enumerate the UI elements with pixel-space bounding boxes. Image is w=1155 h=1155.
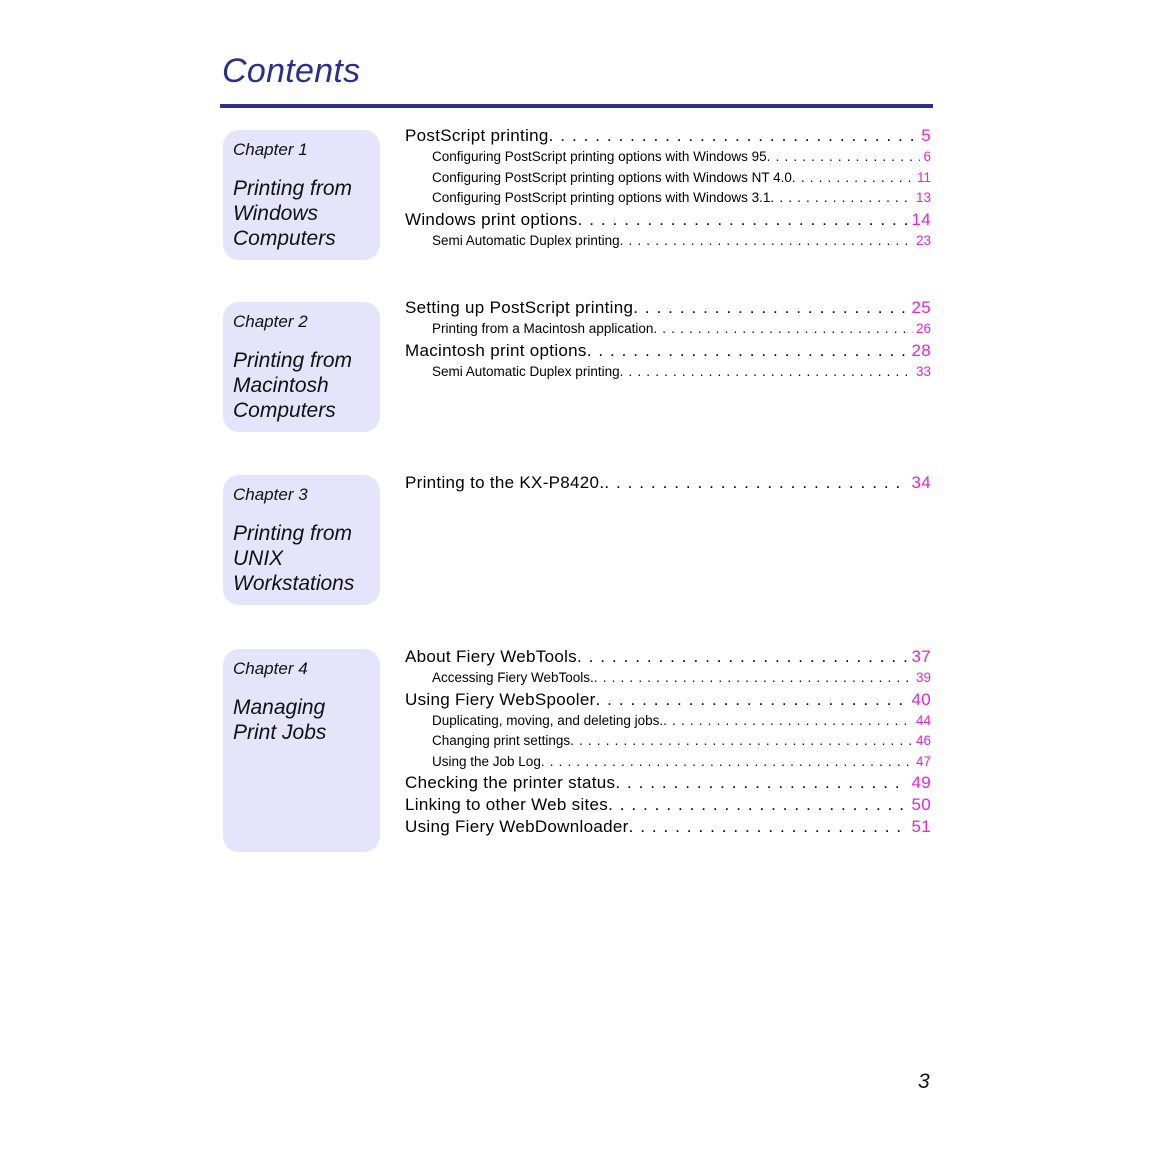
toc-entry[interactable]: [405, 794, 931, 816]
toc-page-number: 14: [911, 209, 931, 229]
toc-subentry[interactable]: [405, 362, 931, 383]
toc-page-number: 44: [915, 712, 931, 728]
toc-entry-title: Macintosh print options: [405, 340, 587, 360]
dot-leader: [767, 147, 921, 168]
toc-entry-title: Setting up PostScript printing: [405, 298, 634, 317]
toc-entry-title: Printing from a Macintosh application: [432, 321, 654, 336]
dot-leader: [587, 340, 909, 362]
chapter-4-title: [233, 695, 370, 745]
toc-page-number: 26: [915, 321, 931, 336]
toc-entry-title: Linking to other Web sites: [405, 795, 609, 814]
dot-leader: [578, 209, 909, 231]
toc-entry[interactable]: [405, 125, 931, 147]
dot-leader: [770, 188, 913, 209]
chapter-3-title: [233, 521, 370, 596]
chapter-4-toc: [405, 646, 931, 838]
chapter-1-title: [233, 176, 370, 251]
toc-entry-title: Changing print settings: [432, 733, 571, 748]
toc-subentry[interactable]: [405, 319, 931, 340]
chapter-2-box: [223, 302, 380, 432]
chapter-2-title-line: Printing from: [233, 349, 353, 372]
chapter-2-title-line: Computers: [233, 399, 336, 422]
toc-entry-title: About Fiery WebTools: [405, 647, 577, 666]
dot-leader: [663, 711, 913, 732]
chapter-1-toc: [405, 125, 931, 251]
toc-entry[interactable]: [405, 297, 931, 319]
dot-leader: [570, 731, 913, 752]
chapter-3-title-line: UNIX: [233, 547, 284, 570]
toc-page-number: 50: [911, 795, 931, 814]
toc-entry-title: Configuring PostScript printing options with Windows 95: [432, 149, 767, 164]
toc-page-number: 25: [911, 298, 931, 317]
toc-subentry[interactable]: [405, 188, 931, 209]
toc-entry-title: Checking the printer status: [405, 773, 616, 792]
chapter-1-title-line: Windows: [233, 202, 319, 225]
chapter-1-title-line: Printing from: [233, 177, 353, 200]
dot-leader: [549, 125, 919, 147]
toc-entry-title: Configuring PostScript printing options with Windows NT 4.0: [432, 169, 792, 185]
toc-entry[interactable]: [405, 689, 931, 711]
dot-leader: [629, 816, 909, 838]
toc-page-number: 23: [915, 232, 931, 248]
chapter-1-label: Chapter 1: [233, 140, 308, 159]
chapter-2-toc: [405, 297, 931, 382]
toc-entry-title: Printing to the KX-P8420.: [405, 473, 605, 492]
toc-subentry[interactable]: [405, 711, 931, 732]
dot-leader: [577, 646, 909, 668]
toc-page-number: 28: [911, 340, 931, 360]
chapter-3-toc: [405, 472, 931, 494]
toc-subentry[interactable]: [405, 168, 931, 189]
chapter-2-label: Chapter 2: [233, 312, 308, 331]
toc-entry[interactable]: [405, 816, 931, 838]
toc-subentry[interactable]: [405, 668, 931, 689]
toc-entry[interactable]: [405, 209, 931, 231]
toc-page-number: 5: [921, 126, 931, 145]
chapter-3-box: [223, 475, 380, 605]
toc-subentry[interactable]: [405, 731, 931, 752]
toc-entry-title: Semi Automatic Duplex printing: [432, 363, 620, 379]
title-rule: [220, 104, 933, 108]
toc-page-number: 39: [915, 670, 931, 685]
toc-page-number: 37: [911, 647, 931, 666]
toc-entry[interactable]: [405, 340, 931, 362]
toc-entry[interactable]: [405, 472, 931, 494]
toc-page-number: 51: [911, 817, 931, 836]
toc-page-number: 34: [911, 473, 931, 492]
dot-leader: [541, 752, 913, 773]
toc-page-number: 47: [915, 753, 931, 769]
chapter-4-box: [223, 649, 380, 852]
chapter-4-label: Chapter 4: [233, 659, 308, 678]
toc-entry-title: Semi Automatic Duplex printing: [432, 232, 620, 248]
chapter-3-title-line: Workstations: [233, 572, 355, 595]
chapter-3-title-line: Printing from: [233, 522, 353, 545]
toc-entry-title: Duplicating, moving, and deleting jobs.: [432, 712, 664, 728]
toc-subentry[interactable]: [405, 752, 931, 773]
page-title: Contents: [222, 52, 361, 90]
dot-leader: [633, 297, 908, 319]
chapter-2-title-line: Macintosh: [233, 374, 329, 397]
page-number: 3: [918, 1070, 930, 1093]
toc-entry-title: PostScript printing: [405, 126, 549, 145]
chapter-4-title-line: Managing: [233, 696, 326, 719]
toc-entry[interactable]: [405, 646, 931, 668]
toc-subentry[interactable]: [405, 147, 931, 168]
toc-page-number: 13: [915, 190, 931, 205]
dot-leader: [594, 668, 913, 689]
toc-page-number: 11: [916, 169, 931, 185]
chapter-4-title-line: Print Jobs: [233, 721, 327, 744]
toc-page-number: 40: [911, 689, 931, 709]
toc-entry-title: Windows print options: [405, 209, 578, 229]
dot-leader: [608, 794, 908, 816]
toc-entry[interactable]: [405, 772, 931, 794]
toc-entry-title: Accessing Fiery WebTools.: [432, 670, 594, 685]
dot-leader: [620, 231, 913, 252]
toc-entry-title: Configuring PostScript printing options with Windows 3.1: [432, 190, 771, 205]
toc-page-number: 33: [915, 363, 931, 379]
toc-entry-title: Using the Job Log: [432, 753, 541, 769]
chapter-1-title-line: Computers: [233, 227, 336, 250]
dot-leader: [792, 168, 914, 189]
dot-leader: [615, 772, 908, 794]
chapter-1-box: [223, 130, 380, 260]
toc-entry-title: Using Fiery WebDownloader: [405, 817, 629, 836]
dot-leader: [653, 319, 913, 340]
toc-page-number: 46: [915, 733, 931, 748]
dot-leader: [596, 689, 909, 711]
chapter-2-title: [233, 348, 370, 423]
toc-entry-title: Using Fiery WebSpooler: [405, 689, 596, 709]
toc-page-number: 49: [911, 773, 931, 792]
toc-page-number: 6: [923, 149, 931, 164]
dot-leader: [620, 362, 913, 383]
dot-leader: [604, 472, 908, 494]
chapter-3-label: Chapter 3: [233, 485, 308, 504]
toc-subentry[interactable]: [405, 231, 931, 252]
